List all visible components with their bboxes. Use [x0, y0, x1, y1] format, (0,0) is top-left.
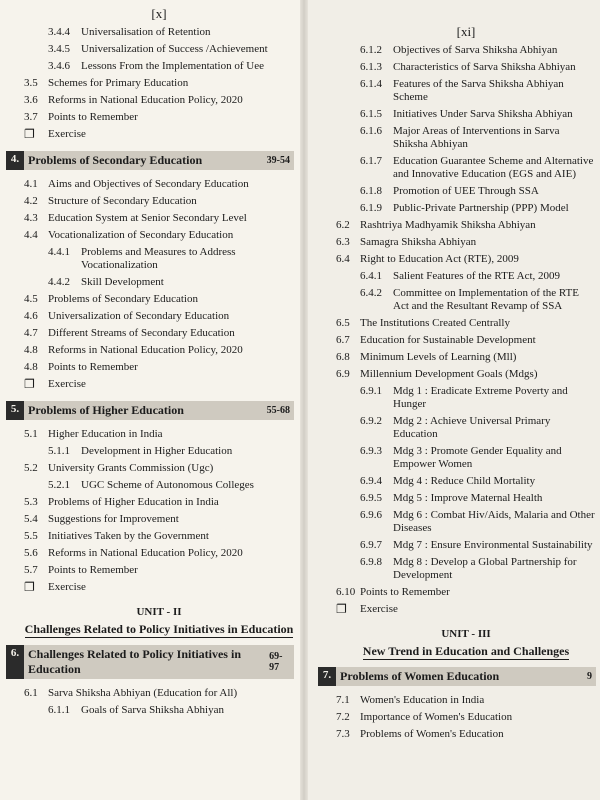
- page-number: [x]: [151, 6, 167, 21]
- section-title: Mdg 4 : Reduce Child Mortality: [393, 475, 536, 487]
- exercise-entry: [24, 126, 294, 143]
- section-title: Problems of Higher Education in India: [48, 496, 219, 508]
- section-title: Reforms in National Education Policy, 2020: [48, 547, 243, 559]
- chapter-heading: [6, 645, 294, 679]
- section-number: 6.1.3: [360, 61, 382, 73]
- toc-entry: [24, 443, 294, 460]
- section-title: Points to Remember: [48, 564, 138, 576]
- section-title: Promotion of UEE Through SSA: [393, 185, 539, 197]
- section-title: Characteristics of Sarva Shiksha Abhiyan: [393, 61, 576, 73]
- toc-entry: [24, 685, 294, 702]
- exercise-entry: [24, 376, 294, 393]
- section-number: 6.5: [336, 317, 350, 329]
- section-title: Structure of Secondary Education: [48, 195, 197, 207]
- section-title: Skill Development: [81, 276, 164, 288]
- toc-entry: [336, 315, 596, 332]
- section-number: 6.1.4: [360, 78, 382, 90]
- section-title: Universalization of Success /Achievement: [81, 43, 268, 55]
- toc-section: [336, 42, 596, 618]
- section-title: Right to Education Act (RTE), 2009: [360, 253, 519, 265]
- toc-entry: [336, 537, 596, 554]
- toc-entry: [24, 325, 294, 342]
- section-number: 7.2: [336, 711, 350, 723]
- section-title: Committee on Implementation of the RTE Act and the Resultant Revamp of SSA: [393, 287, 579, 312]
- section-number: 4.4.2: [48, 276, 70, 288]
- section-number: 6.1.2: [360, 44, 382, 56]
- toc-entry: [336, 443, 596, 473]
- section-number: 6.8: [336, 351, 350, 363]
- section-number: 6.3: [336, 236, 350, 248]
- section-title: Mdg 5 : Improve Maternal Health: [393, 492, 543, 504]
- section-number: 6.10: [336, 586, 356, 598]
- section-title: Objectives of Sarva Shiksha Abhiyan: [393, 44, 558, 56]
- toc-entry: [24, 494, 294, 511]
- section-number: 3.5: [24, 77, 38, 89]
- exercise-entry: [24, 579, 294, 596]
- section-title: Different Streams of Secondary Education: [48, 327, 235, 339]
- toc-entry: [24, 477, 294, 494]
- toc-entry: [336, 413, 596, 443]
- section-title: Mdg 2 : Achieve Universal Primary Education: [393, 415, 551, 440]
- section-title: Exercise: [48, 581, 86, 593]
- toc-entry: [24, 24, 294, 41]
- unit-title: New Trend in Education and Challenges: [362, 644, 570, 658]
- section-title: Education System at Senior Secondary Level: [48, 212, 247, 224]
- chapter-number: 4.: [10, 153, 20, 165]
- chapter-heading: [6, 401, 294, 420]
- section-number: 5.1: [24, 428, 38, 440]
- toc-entry: [336, 183, 596, 200]
- toc-section: [24, 685, 294, 719]
- chapter-number: 6.: [10, 647, 20, 659]
- toc-entry: [24, 702, 294, 719]
- toc-entry: [336, 200, 596, 217]
- toc-entry: [336, 554, 596, 584]
- section-title: Universalization of Secondary Education: [48, 310, 230, 322]
- exercise-entry: [336, 601, 596, 618]
- section-number: 4.8: [24, 344, 38, 356]
- section-number: 6.9.2: [360, 415, 382, 427]
- toc-entry: [336, 366, 596, 383]
- section-title: Public-Private Partnership (PPP) Model: [393, 202, 569, 214]
- chapter-heading: [318, 667, 596, 686]
- section-number: 5.1.1: [48, 445, 70, 457]
- section-number: 4.2: [24, 195, 38, 207]
- toc-entry: [336, 217, 596, 234]
- section-title: Aims and Objectives of Secondary Education: [48, 178, 249, 190]
- toc-entry: [336, 285, 596, 315]
- toc-entry: [24, 274, 294, 291]
- toc-entry: [336, 584, 596, 601]
- section-title: Features of the Sarva Shiksha Abhiyan Scheme: [393, 78, 564, 103]
- section-title: UGC Scheme of Autonomous Colleges: [81, 479, 254, 491]
- section-title: Higher Education in India: [48, 428, 163, 440]
- section-title: Mdg 1 : Eradicate Extreme Poverty and Hunger: [393, 385, 568, 410]
- section-title: Development in Higher Education: [81, 445, 233, 457]
- section-title: Education for Sustainable Development: [360, 334, 536, 346]
- section-title: Women's Education in India: [360, 694, 485, 706]
- toc-entry: [336, 123, 596, 153]
- section-number: 6.1.6: [360, 125, 382, 137]
- toc-entry: [336, 349, 596, 366]
- toc-entry: [24, 176, 294, 193]
- section-number: 6.9.8: [360, 556, 382, 568]
- section-number: 7.3: [336, 728, 350, 740]
- section-title: Mdg 3 : Promote Gender Equality and Empower Women: [393, 445, 562, 470]
- section-title: Problems of Secondary Education: [48, 293, 198, 305]
- section-number: 4.6: [24, 310, 38, 322]
- section-title: Exercise: [48, 378, 86, 390]
- exercise-icon: ❐: [336, 602, 347, 616]
- toc-entry: [24, 562, 294, 579]
- section-title: Universalisation of Retention: [81, 26, 211, 38]
- section-number: 6.1.1: [48, 704, 70, 716]
- section-number: 5.6: [24, 547, 38, 559]
- section-number: 6.7: [336, 334, 350, 346]
- chapter-heading: [6, 151, 294, 170]
- section-number: 3.7: [24, 111, 38, 123]
- section-number: 4.1: [24, 178, 38, 190]
- toc-entry: [24, 41, 294, 58]
- section-number: 3.4.5: [48, 43, 70, 55]
- section-title: Exercise: [360, 603, 398, 615]
- section-number: 4.4.1: [48, 246, 70, 258]
- chapter-number: 7.: [322, 669, 332, 681]
- toc-entry: [336, 726, 596, 743]
- toc-entry: [24, 244, 294, 274]
- section-title: Major Areas of Interventions in Sarva Shiksha Abhiyan: [393, 125, 560, 150]
- section-title: Salient Features of the RTE Act, 2009: [393, 270, 561, 282]
- section-title: Points to Remember: [48, 111, 138, 123]
- section-number: 6.1.9: [360, 202, 382, 214]
- section-number: 5.5: [24, 530, 38, 542]
- toc-entry: [24, 291, 294, 308]
- toc-section: [24, 426, 294, 596]
- section-number: 6.9.3: [360, 445, 382, 457]
- section-title: The Institutions Created Centrally: [360, 317, 510, 329]
- exercise-icon: ❐: [24, 377, 35, 391]
- section-number: 6.1: [24, 687, 38, 699]
- chapter-page-range: 69-97: [269, 651, 283, 673]
- toc-entry: [24, 308, 294, 325]
- section-title: Sarva Shiksha Abhiyan (Education for All): [48, 687, 238, 699]
- toc-entry: [336, 709, 596, 726]
- toc-entry: [336, 507, 596, 537]
- section-number: 5.4: [24, 513, 38, 525]
- section-number: 7.1: [336, 694, 350, 706]
- toc-entry: [24, 58, 294, 75]
- section-number: 6.9: [336, 368, 350, 380]
- section-number: 6.9.4: [360, 475, 382, 487]
- section-number: 6.9.6: [360, 509, 382, 521]
- section-number: 5.2: [24, 462, 38, 474]
- section-number: 4.8: [24, 361, 38, 373]
- section-title: Rashtriya Madhyamik Shiksha Abhiyan: [360, 219, 536, 231]
- toc-entry: [336, 490, 596, 507]
- toc-entry: [336, 268, 596, 285]
- section-title: Education Guarantee Scheme and Alternative and Innovative Education (EGS and AIE): [393, 155, 594, 180]
- section-title: Millennium Development Goals (Mdgs): [360, 368, 538, 380]
- toc-entry: [336, 234, 596, 251]
- section-title: Problems and Measures to Address Vocationalization: [81, 246, 236, 271]
- section-title: Vocationalization of Secondary Education: [48, 229, 234, 241]
- chapter-number: 5.: [10, 403, 20, 415]
- toc-entry: [24, 342, 294, 359]
- toc-entry: [336, 251, 596, 268]
- section-title: Mdg 7 : Ensure Environmental Sustainability: [393, 539, 593, 551]
- section-title: Importance of Women's Education: [360, 711, 513, 723]
- section-number: 6.4.1: [360, 270, 382, 282]
- unit-title: Challenges Related to Policy Initiatives in Education: [24, 622, 294, 636]
- section-title: Samagra Shiksha Abhiyan: [360, 236, 477, 248]
- chapter-page-range: 39-54: [266, 155, 290, 166]
- unit-label: UNIT - III: [441, 628, 491, 640]
- section-number: 6.1.8: [360, 185, 382, 197]
- section-title: Goals of Sarva Shiksha Abhiyan: [81, 704, 224, 716]
- section-title: Mdg 6 : Combat Hiv/Aids, Malaria and Other Diseases: [393, 509, 595, 534]
- section-title: Suggestions for Improvement: [48, 513, 179, 525]
- exercise-icon: ❐: [24, 580, 35, 594]
- section-number: 6.9.5: [360, 492, 382, 504]
- section-number: 5.2.1: [48, 479, 70, 491]
- section-title: University Grants Commission (Ugc): [48, 462, 214, 474]
- toc-entry: [24, 210, 294, 227]
- section-title: Schemes for Primary Education: [48, 77, 189, 89]
- toc-entry: [336, 473, 596, 490]
- toc-entry: [24, 227, 294, 244]
- section-title: Lessons From the Implementation of Uee: [81, 60, 264, 72]
- section-number: 3.4.4: [48, 26, 70, 38]
- section-title: Minimum Levels of Learning (Mll): [360, 351, 517, 363]
- chapter-title: Problems of Higher Education: [28, 403, 184, 417]
- section-title: Exercise: [48, 128, 86, 140]
- toc-entry: [24, 460, 294, 477]
- page-number: [xi]: [456, 24, 476, 39]
- toc-entry: [24, 75, 294, 92]
- toc-entry: [24, 193, 294, 210]
- toc-entry: [24, 528, 294, 545]
- chapter-page-range: 9: [587, 671, 592, 682]
- section-title: Points to Remember: [360, 586, 450, 598]
- section-number: 6.9.1: [360, 385, 382, 397]
- section-title: Reforms in National Education Policy, 2020: [48, 344, 243, 356]
- section-number: 5.3: [24, 496, 38, 508]
- section-number: 6.1.7: [360, 155, 382, 167]
- section-title: Mdg 8 : Develop a Global Partnership for Development: [393, 556, 577, 581]
- section-number: 3.6: [24, 94, 38, 106]
- chapter-title: Problems of Women Education: [340, 669, 500, 683]
- toc-entry: [336, 76, 596, 106]
- section-number: 6.9.7: [360, 539, 382, 551]
- toc-section: [24, 24, 294, 143]
- chapter-title: Problems of Secondary Education: [28, 153, 203, 167]
- toc-section: [336, 692, 596, 743]
- section-number: 4.4: [24, 229, 38, 241]
- toc-entry: [336, 383, 596, 413]
- exercise-icon: ❐: [24, 127, 35, 141]
- unit-label: UNIT - II: [136, 606, 182, 618]
- toc-entry: [336, 692, 596, 709]
- section-title: Points to Remember: [48, 361, 138, 373]
- section-number: 5.7: [24, 564, 38, 576]
- section-number: 4.3: [24, 212, 38, 224]
- toc-entry: [24, 359, 294, 376]
- section-title: Initiatives Taken by the Government: [48, 530, 209, 542]
- section-number: 6.4.2: [360, 287, 382, 299]
- toc-entry: [336, 59, 596, 76]
- toc-entry: [24, 511, 294, 528]
- section-number: 3.4.6: [48, 60, 70, 72]
- toc-entry: [24, 92, 294, 109]
- toc-entry: [24, 426, 294, 443]
- toc-section: [24, 176, 294, 393]
- chapter-page-range: 55-68: [266, 405, 290, 416]
- section-number: 6.2: [336, 219, 350, 231]
- toc-entry: [336, 153, 596, 183]
- toc-entry: [24, 109, 294, 126]
- section-number: 6.4: [336, 253, 350, 265]
- book-gutter: [300, 0, 308, 800]
- section-number: 6.1.5: [360, 108, 382, 120]
- chapter-title: Challenges Related to Policy Initiatives in Education: [28, 647, 241, 676]
- section-title: Initiatives Under Sarva Shiksha Abhiyan: [393, 108, 573, 120]
- toc-entry: [336, 332, 596, 349]
- toc-entry: [336, 106, 596, 123]
- section-title: Problems of Women's Education: [360, 728, 504, 740]
- section-number: 4.5: [24, 293, 38, 305]
- toc-entry: [24, 545, 294, 562]
- section-number: 4.7: [24, 327, 38, 339]
- section-title: Reforms in National Education Policy, 2020: [48, 94, 243, 106]
- right-page: [308, 0, 600, 800]
- toc-entry: [336, 42, 596, 59]
